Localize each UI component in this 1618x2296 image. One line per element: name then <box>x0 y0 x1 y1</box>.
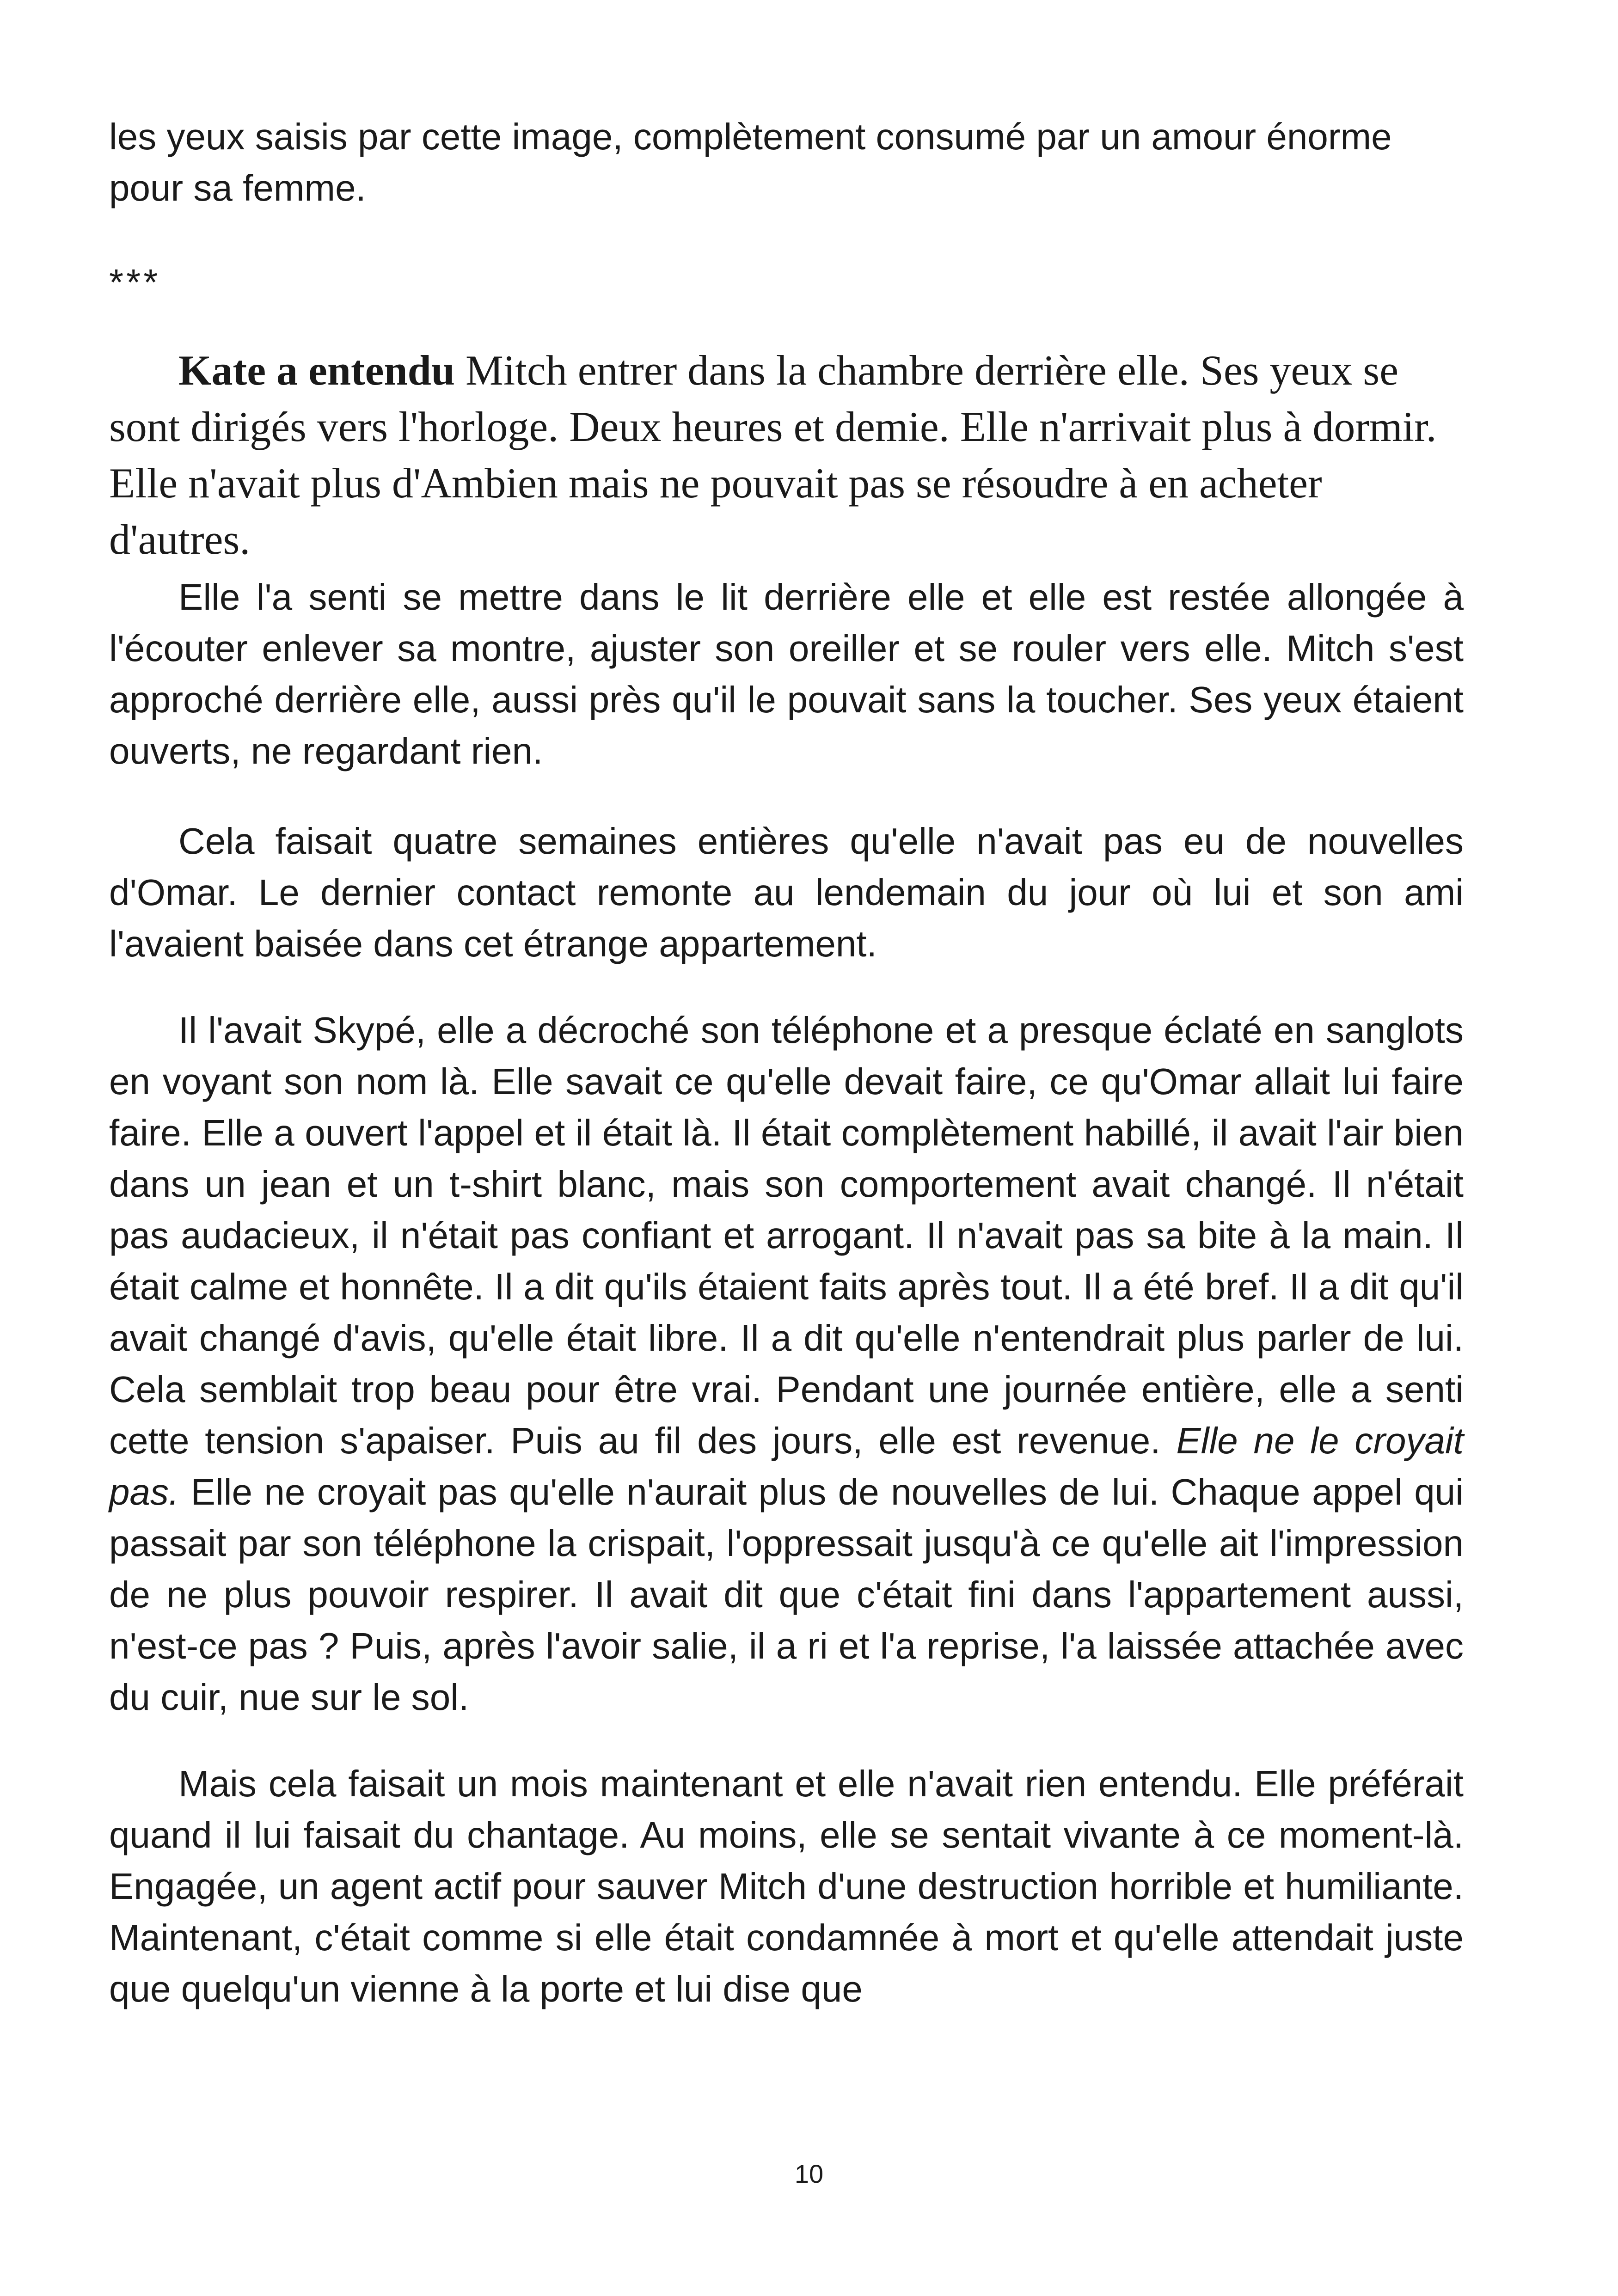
section-lead-bold: Kate a entendu <box>178 347 455 394</box>
skype-after-italic: Elle ne croyait pas qu'elle n'aurait plus de nouvelles de lui. Chaque appel qui passait par son téléphone la crispait, l'oppressait jusqu'à ce qu'elle ait l'impression de ne plus pouvoir respirer. Il avait dit que c'était fini dans l'appartement aussi, n'est-ce pas ? Puis, après l'avoir salie, il a ri et l'a reprise, l'a laissée attachée avec du cuir, nue sur le sol. <box>109 1471 1464 1718</box>
body-text <box>109 571 1464 2014</box>
opening-fragment-text: les yeux saisis par cette image, complètement consumé par un amour énorme pour sa femme. <box>109 116 1392 208</box>
paragraph-skype <box>109 1004 1464 1723</box>
opening-fragment <box>109 111 1464 214</box>
skype-italic: Elle ne le croyait pas. <box>109 1420 1464 1512</box>
scene-break-asterisks: *** <box>109 262 161 303</box>
paragraph-one-month: Mais cela faisait un mois maintenant et elle n'avait rien entendu. Elle préférait quand il lui faisait du chantage. Au moins, elle se sentait vivante à ce moment-là. Engagée, un agent actif pour sauver Mitch d'une destruction horrible et humiliante. Maintenant, c'était comme si elle était condamnée à mort et qu'elle attendait juste que quelqu'un vienne à la porte et lui dise que <box>109 1763 1464 2009</box>
scene-break <box>109 257 1464 308</box>
paragraph-four-weeks: Cela faisait quatre semaines entières qu'elle n'avait pas eu de nouvelles d'Omar. Le dernier contact remonte au lendemain du jour où lui et son ami l'avaient baisée dans cet étrange appartement. <box>109 820 1464 964</box>
section-opening-paragraph <box>109 342 1464 568</box>
paragraph-in-bed: Elle l'a senti se mettre dans le lit derrière elle et elle est restée allongée à l'écouter enlever sa montre, ajuster son oreiller et se rouler vers elle. Mitch s'est approché derrière elle, aussi près qu'il le pouvait sans la toucher. Ses yeux étaient ouverts, ne regardant rien. <box>109 576 1464 771</box>
section-lead-rest: Mitch entrer dans la chambre derrière elle. Ses yeux se sont dirigés vers l'horloge. Deux heures et demie. Elle n'arrivait plus à dormir. Elle n'avait plus d'Ambien mais ne pouvait pas se résoudre à en acheter d'autres. <box>109 347 1437 563</box>
skype-before-italic: Il l'avait Skypé, elle a décroché son téléphone et a presque éclaté en sanglots en voyant son nom là. Elle savait ce qu'elle devait faire, ce qu'Omar allait lui faire faire. Elle a ouvert l'appel et il était là. Il était complètement habillé, il avait l'air bien dans un jean et un t-shirt blanc, mais son comportement avait changé. Il n'était pas audacieux, il n'était pas confiant et arrogant. Il n'avait pas sa bite à la main. Il était calme et honnête. Il a dit qu'ils étaient faits après tout. Il a été bref. Il a dit qu'il avait changé d'avis, qu'elle était libre. Il a dit qu'elle n'entendrait plus parler de lui. Cela semblait trop beau pour être vrai. Pendant une journée entière, elle a senti cette tension s'apaiser. Puis au fil des jours, elle est revenue. <box>109 1010 1464 1461</box>
page-number: 10 <box>794 2159 824 2188</box>
section-opening <box>109 342 1464 568</box>
